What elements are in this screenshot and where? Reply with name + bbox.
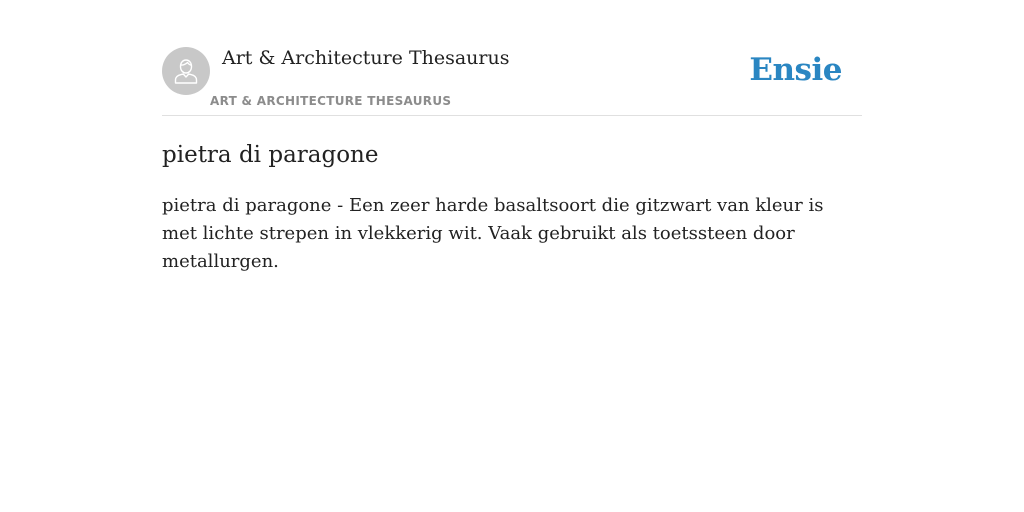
entry-header	[162, 0, 862, 116]
term-title: pietra di paragone	[162, 142, 379, 168]
source-label: ART & ARCHITECTURE THESAURUS	[210, 94, 452, 108]
ensie-logo[interactable]: Ensie	[749, 52, 842, 88]
term-definition: pietra di paragone - Een zeer harde basaltsoort die gitzwart van kleur is met lichte strepen in vlekkerig wit. Vaak gebruikt als toetssteen door metallurgen.	[162, 195, 824, 272]
user-silhouette-icon	[171, 56, 201, 86]
content-container	[162, 0, 862, 276]
author-name-link[interactable]: Art & Architecture Thesaurus	[222, 47, 510, 69]
avatar[interactable]	[162, 47, 210, 95]
